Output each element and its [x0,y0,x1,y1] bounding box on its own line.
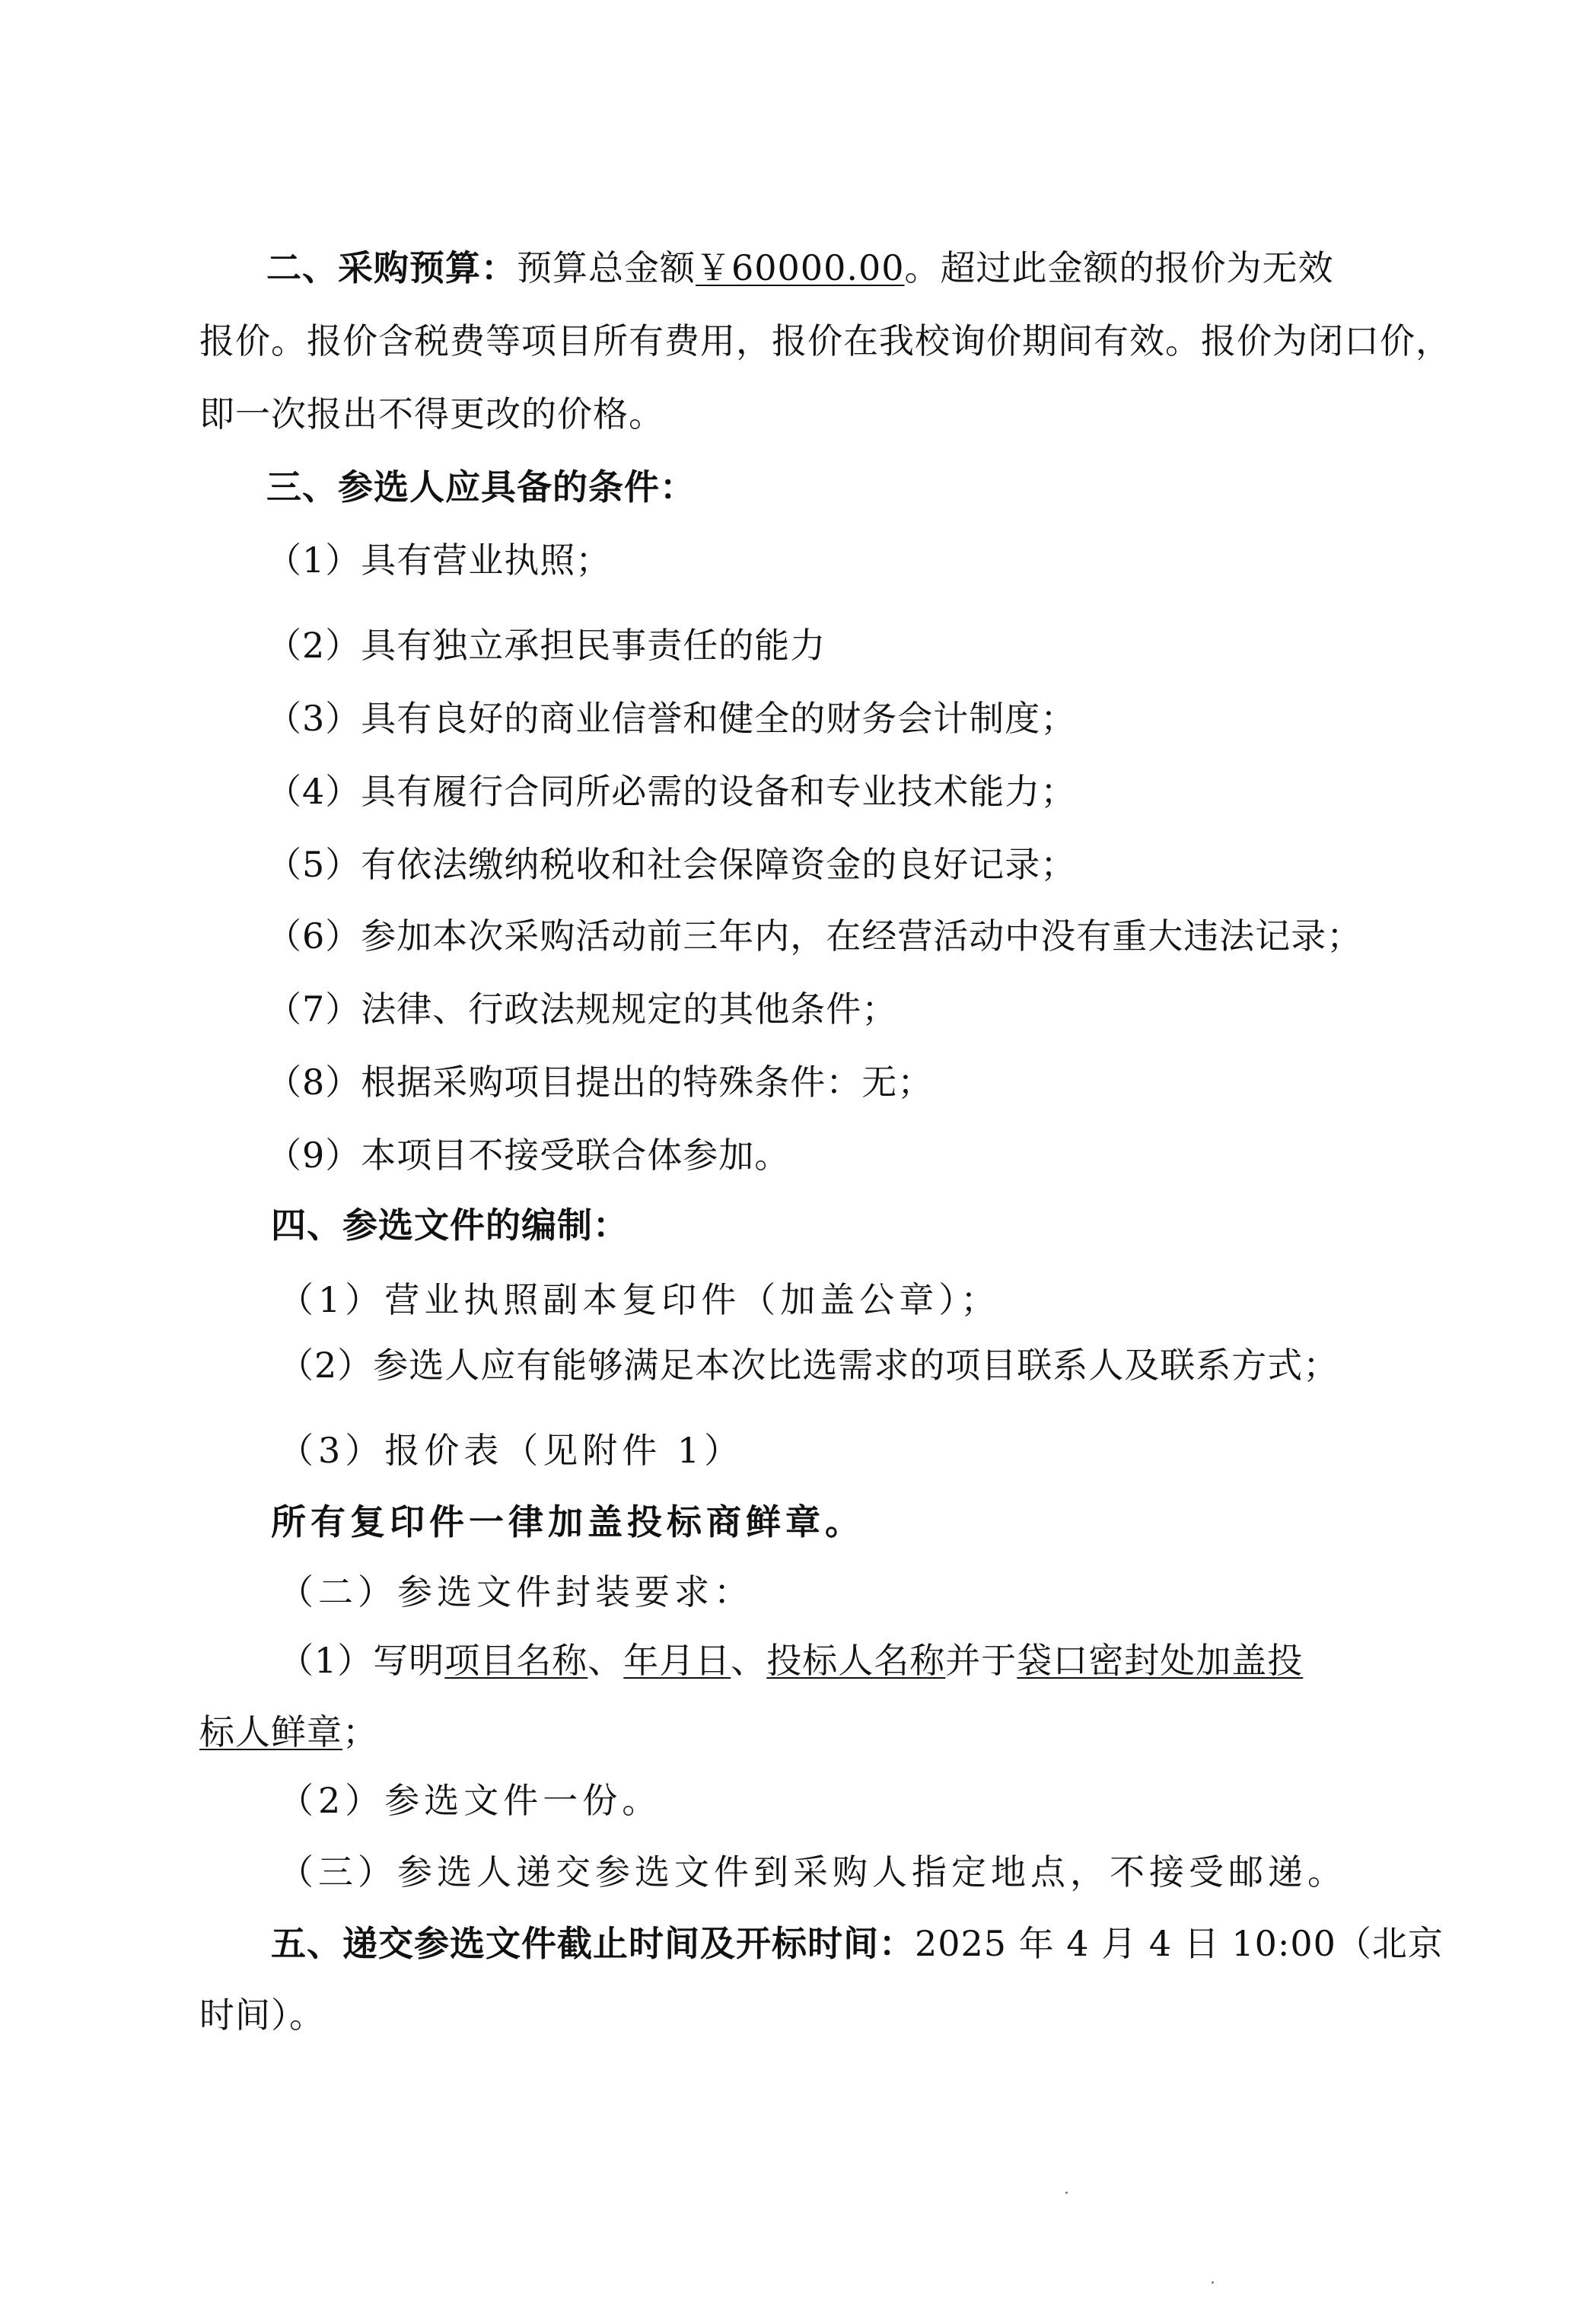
budget-line-1 [266,245,1334,291]
sealing-item-1-mid: 并于 [945,1640,1017,1681]
delivery-requirement: （三）参选人递交参选文件到采购人指定地点，不接受邮递。 [279,1851,1347,1893]
budget-amount: ￥60000.00 [696,247,905,288]
bidder-name-field: 投标人名称 [766,1640,946,1681]
sealing-item-2: （2）参选文件一份。 [279,1780,662,1821]
sealing-heading: （二）参选文件封装要求： [279,1571,753,1612]
separator: 、 [731,1640,767,1681]
item-end: ； [342,1711,378,1753]
separator: 、 [588,1640,624,1681]
deadline-line-1 [271,1921,1444,1966]
budget-heading: 二、采购预算： [266,247,517,288]
qualification-item: （5）有依法缴纳税收和社会保障资金的良好记录； [266,844,1077,885]
stamp-note: 所有复印件一律加盖投标商鲜章。 [271,1501,865,1542]
budget-text-2: 。超过此金额的报价为无效 [904,247,1334,288]
document-item: （3）报价表（见附件 1） [279,1430,744,1471]
qualification-item: （2）具有独立承担民事责任的能力 [266,625,826,666]
document-item: （2）参选人应有能够满足本次比选需求的项目联系人及联系方式； [279,1345,1339,1386]
qualification-item: （9）本项目不接受联合体参加。 [266,1135,791,1176]
budget-line-2: 报价。报价含税费等项目所有费用，报价在我校询价期间有效。报价为闭口价， [199,320,1451,361]
qualification-item: （7）法律、行政法规规定的其他条件； [266,988,898,1030]
deadline-datetime: 2025 年 4 月 4 日 10:00（北京 [915,1923,1444,1964]
document-item: （1）营业执照副本复印件（加盖公章）； [279,1279,1001,1320]
qualifications-heading: 三、参选人应具备的条件： [266,466,696,508]
bidder-seal-field: 标人鲜章 [199,1711,342,1753]
seal-location-field: 袋口密封处加盖投 [1017,1640,1304,1681]
qualification-item: （3）具有良好的商业信誉和健全的财务会计制度； [266,698,1077,739]
qualification-item: （1）具有营业执照； [266,540,612,581]
qualification-item: （4）具有履行合同所必需的设备和专业技术能力； [266,771,1077,812]
qualification-item: （6）参加本次采购活动前三年内，在经营活动中没有重大违法记录； [266,915,1363,957]
sealing-item-1-prefix: （1）写明 [279,1640,445,1681]
scan-speck [1065,2192,1068,2194]
deadline-heading: 五、递交参选文件截止时间及开标时间： [271,1923,915,1964]
qualification-item: （8）根据采购项目提出的特殊条件：无； [266,1062,934,1103]
deadline-line-2: 时间）。 [199,1995,325,2036]
sealing-item-1 [279,1638,1303,1683]
documents-heading: 四、参选文件的编制： [271,1205,629,1246]
budget-line-3: 即一次报出不得更改的价格。 [199,393,664,435]
date-field: 年月日 [623,1640,731,1681]
scan-speck [1212,2281,1214,2284]
budget-text-1: 预算总金额 [517,247,696,288]
project-name-field: 项目名称 [444,1640,588,1681]
sealing-item-1-continued [199,1709,378,1755]
